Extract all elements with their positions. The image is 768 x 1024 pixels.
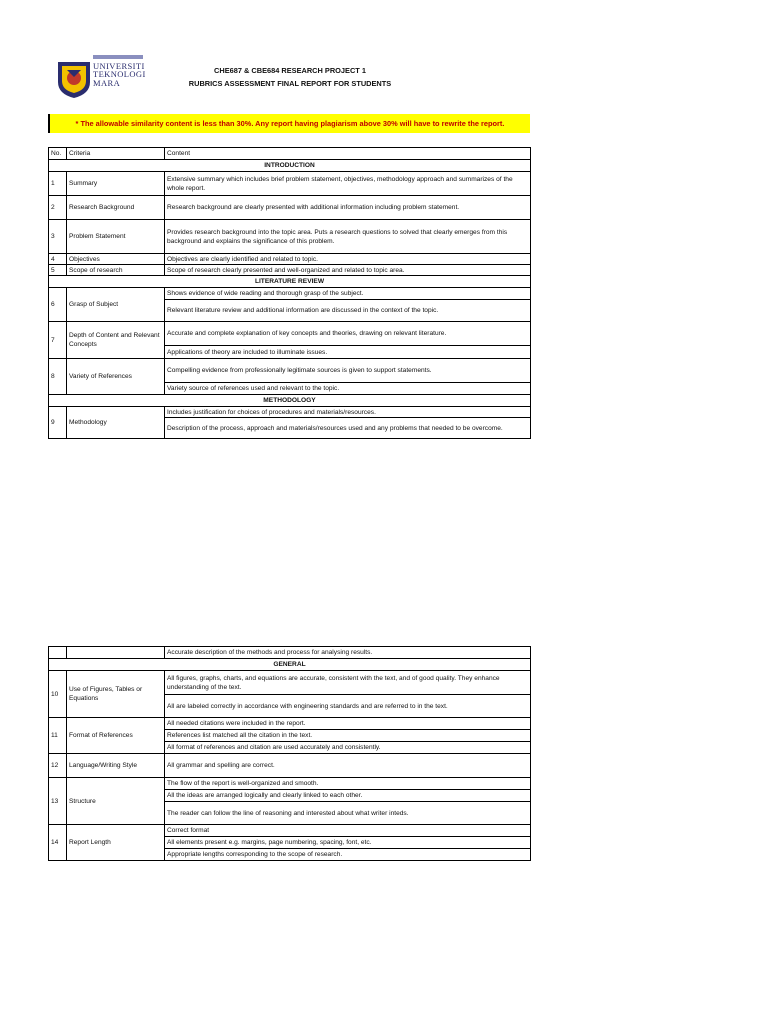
table-cell: 3 xyxy=(49,220,67,254)
table-row xyxy=(49,778,531,790)
table-cell: All elements present e.g. margins, page numbering, spacing, font, etc. xyxy=(165,837,531,849)
table-cell: Correct format xyxy=(165,825,531,837)
table-row xyxy=(49,322,531,346)
table-cell: 1 xyxy=(49,172,67,196)
table-cell: 7 xyxy=(49,322,67,359)
header-criteria: Criteria xyxy=(67,148,165,160)
table-cell: Grasp of Subject xyxy=(67,288,165,322)
table-cell: Extensive summary which includes brief problem statement, objectives, methodology approach and summarizes of the whole report. xyxy=(165,172,531,196)
table-cell: All needed citations were included in the report. xyxy=(165,718,531,730)
table-cell: Structure xyxy=(67,778,165,825)
table-cell: Variety of References xyxy=(67,359,165,395)
table-cell: Language/Writing Style xyxy=(67,754,165,778)
table-cell: The flow of the report is well-organized and smooth. xyxy=(165,778,531,790)
table-cell: 4 xyxy=(49,254,67,265)
table-row xyxy=(49,671,531,695)
logo-wordmark: UNIVERSITI TEKNOLOGI MARA xyxy=(93,61,146,88)
rubric-table-part1 xyxy=(48,147,531,439)
table-row xyxy=(49,825,531,837)
table-cell xyxy=(67,647,165,659)
table-cell: Scope of research xyxy=(67,265,165,276)
table-cell: Description of the process, approach and materials/resources used and any problems that needed to be overcome. xyxy=(165,418,531,439)
table-row xyxy=(49,172,531,196)
plagiarism-notice: * The allowable similarity content is less than 30%. Any report having plagiarism above 30% will have to rewrite the report. xyxy=(48,114,530,133)
table-cell: Research background are clearly presented with additional information including problem statement. xyxy=(165,196,531,220)
table-row xyxy=(49,407,531,418)
table-cell: All grammar and spelling are correct. xyxy=(165,754,531,778)
table-cell: Format of References xyxy=(67,718,165,754)
table-cell: References list matched all the citation in the text. xyxy=(165,730,531,742)
table-cell: Summary xyxy=(67,172,165,196)
table-row xyxy=(49,288,531,300)
section-general: GENERAL xyxy=(49,659,531,671)
table-cell: Accurate description of the methods and process for analysing results. xyxy=(165,647,531,659)
header-no: No. xyxy=(49,148,67,160)
table-cell: All figures, graphs, charts, and equations are accurate, consistent with the text, and of good quality. They enhance understanding of the text. xyxy=(165,671,531,695)
document-subtitle: RUBRICS ASSESSMENT FINAL REPORT FOR STUDENTS xyxy=(188,79,392,88)
table-cell: Problem Statement xyxy=(67,220,165,254)
table-cell: Appropriate lengths corresponding to the scope of research. xyxy=(165,849,531,861)
table-cell: 12 xyxy=(49,754,67,778)
table-row xyxy=(49,254,531,265)
table-cell: Compelling evidence from professionally legitimate sources is given to support statements. xyxy=(165,359,531,383)
table-cell: Methodology xyxy=(67,407,165,439)
table-row xyxy=(49,754,531,778)
table-row xyxy=(49,647,531,659)
table-row xyxy=(49,220,531,254)
table-cell: Provides research background into the topic area. Puts a research questions to solved that clearly emerges from this background and explains the significance of this problem. xyxy=(165,220,531,254)
table-cell: 2 xyxy=(49,196,67,220)
table-cell: All format of references and citation are used accurately and consistently. xyxy=(165,742,531,754)
table-cell: 11 xyxy=(49,718,67,754)
table-cell: All are labeled correctly in accordance with engineering standards and are referred to in the text. xyxy=(165,695,531,718)
table-header-row xyxy=(49,148,531,160)
table-cell: Depth of Content and Relevant Concepts xyxy=(67,322,165,359)
section-introduction: INTRODUCTION xyxy=(49,160,531,172)
document-title: CHE687 & CBE684 RESEARCH PROJECT 1 xyxy=(214,66,366,75)
table-cell: Use of Figures, Tables or Equations xyxy=(67,671,165,718)
table-cell: Research Background xyxy=(67,196,165,220)
table-cell: Objectives xyxy=(67,254,165,265)
table-cell: Variety source of references used and relevant to the topic. xyxy=(165,383,531,395)
table-row xyxy=(49,265,531,276)
rubric-table-part2 xyxy=(48,646,531,861)
table-cell: The reader can follow the line of reasoning and interested about what writer inteds. xyxy=(165,802,531,825)
table-cell: 8 xyxy=(49,359,67,395)
header-content: Content xyxy=(165,148,531,160)
table-cell: Relevant literature review and additional information are discussed in the context of the topic. xyxy=(165,300,531,322)
table-cell: 13 xyxy=(49,778,67,825)
section-literature-review: LITERATURE REVIEW xyxy=(49,276,531,288)
table-cell xyxy=(49,647,67,659)
table-cell: Scope of research clearly presented and well-organized and related to topic area. xyxy=(165,265,531,276)
table-cell: Shows evidence of wide reading and thorough grasp of the subject. xyxy=(165,288,531,300)
table-cell: All the ideas are arranged logically and clearly linked to each other. xyxy=(165,790,531,802)
table-cell: 14 xyxy=(49,825,67,861)
table-cell: Accurate and complete explanation of key concepts and theories, drawing on relevant literature. xyxy=(165,322,531,346)
section-methodology: METHODOLOGY xyxy=(49,395,531,407)
table-cell: 5 xyxy=(49,265,67,276)
table-cell: Includes justification for choices of procedures and materials/resources. xyxy=(165,407,531,418)
table-cell: 6 xyxy=(49,288,67,322)
table-row xyxy=(49,359,531,383)
table-cell: 10 xyxy=(49,671,67,718)
table-cell: Applications of theory are included to illuminate issues. xyxy=(165,346,531,359)
table-cell: Objectives are clearly identified and related to topic. xyxy=(165,254,531,265)
table-cell: Report Length xyxy=(67,825,165,861)
table-cell: 9 xyxy=(49,407,67,439)
table-row xyxy=(49,718,531,730)
table-row xyxy=(49,196,531,220)
